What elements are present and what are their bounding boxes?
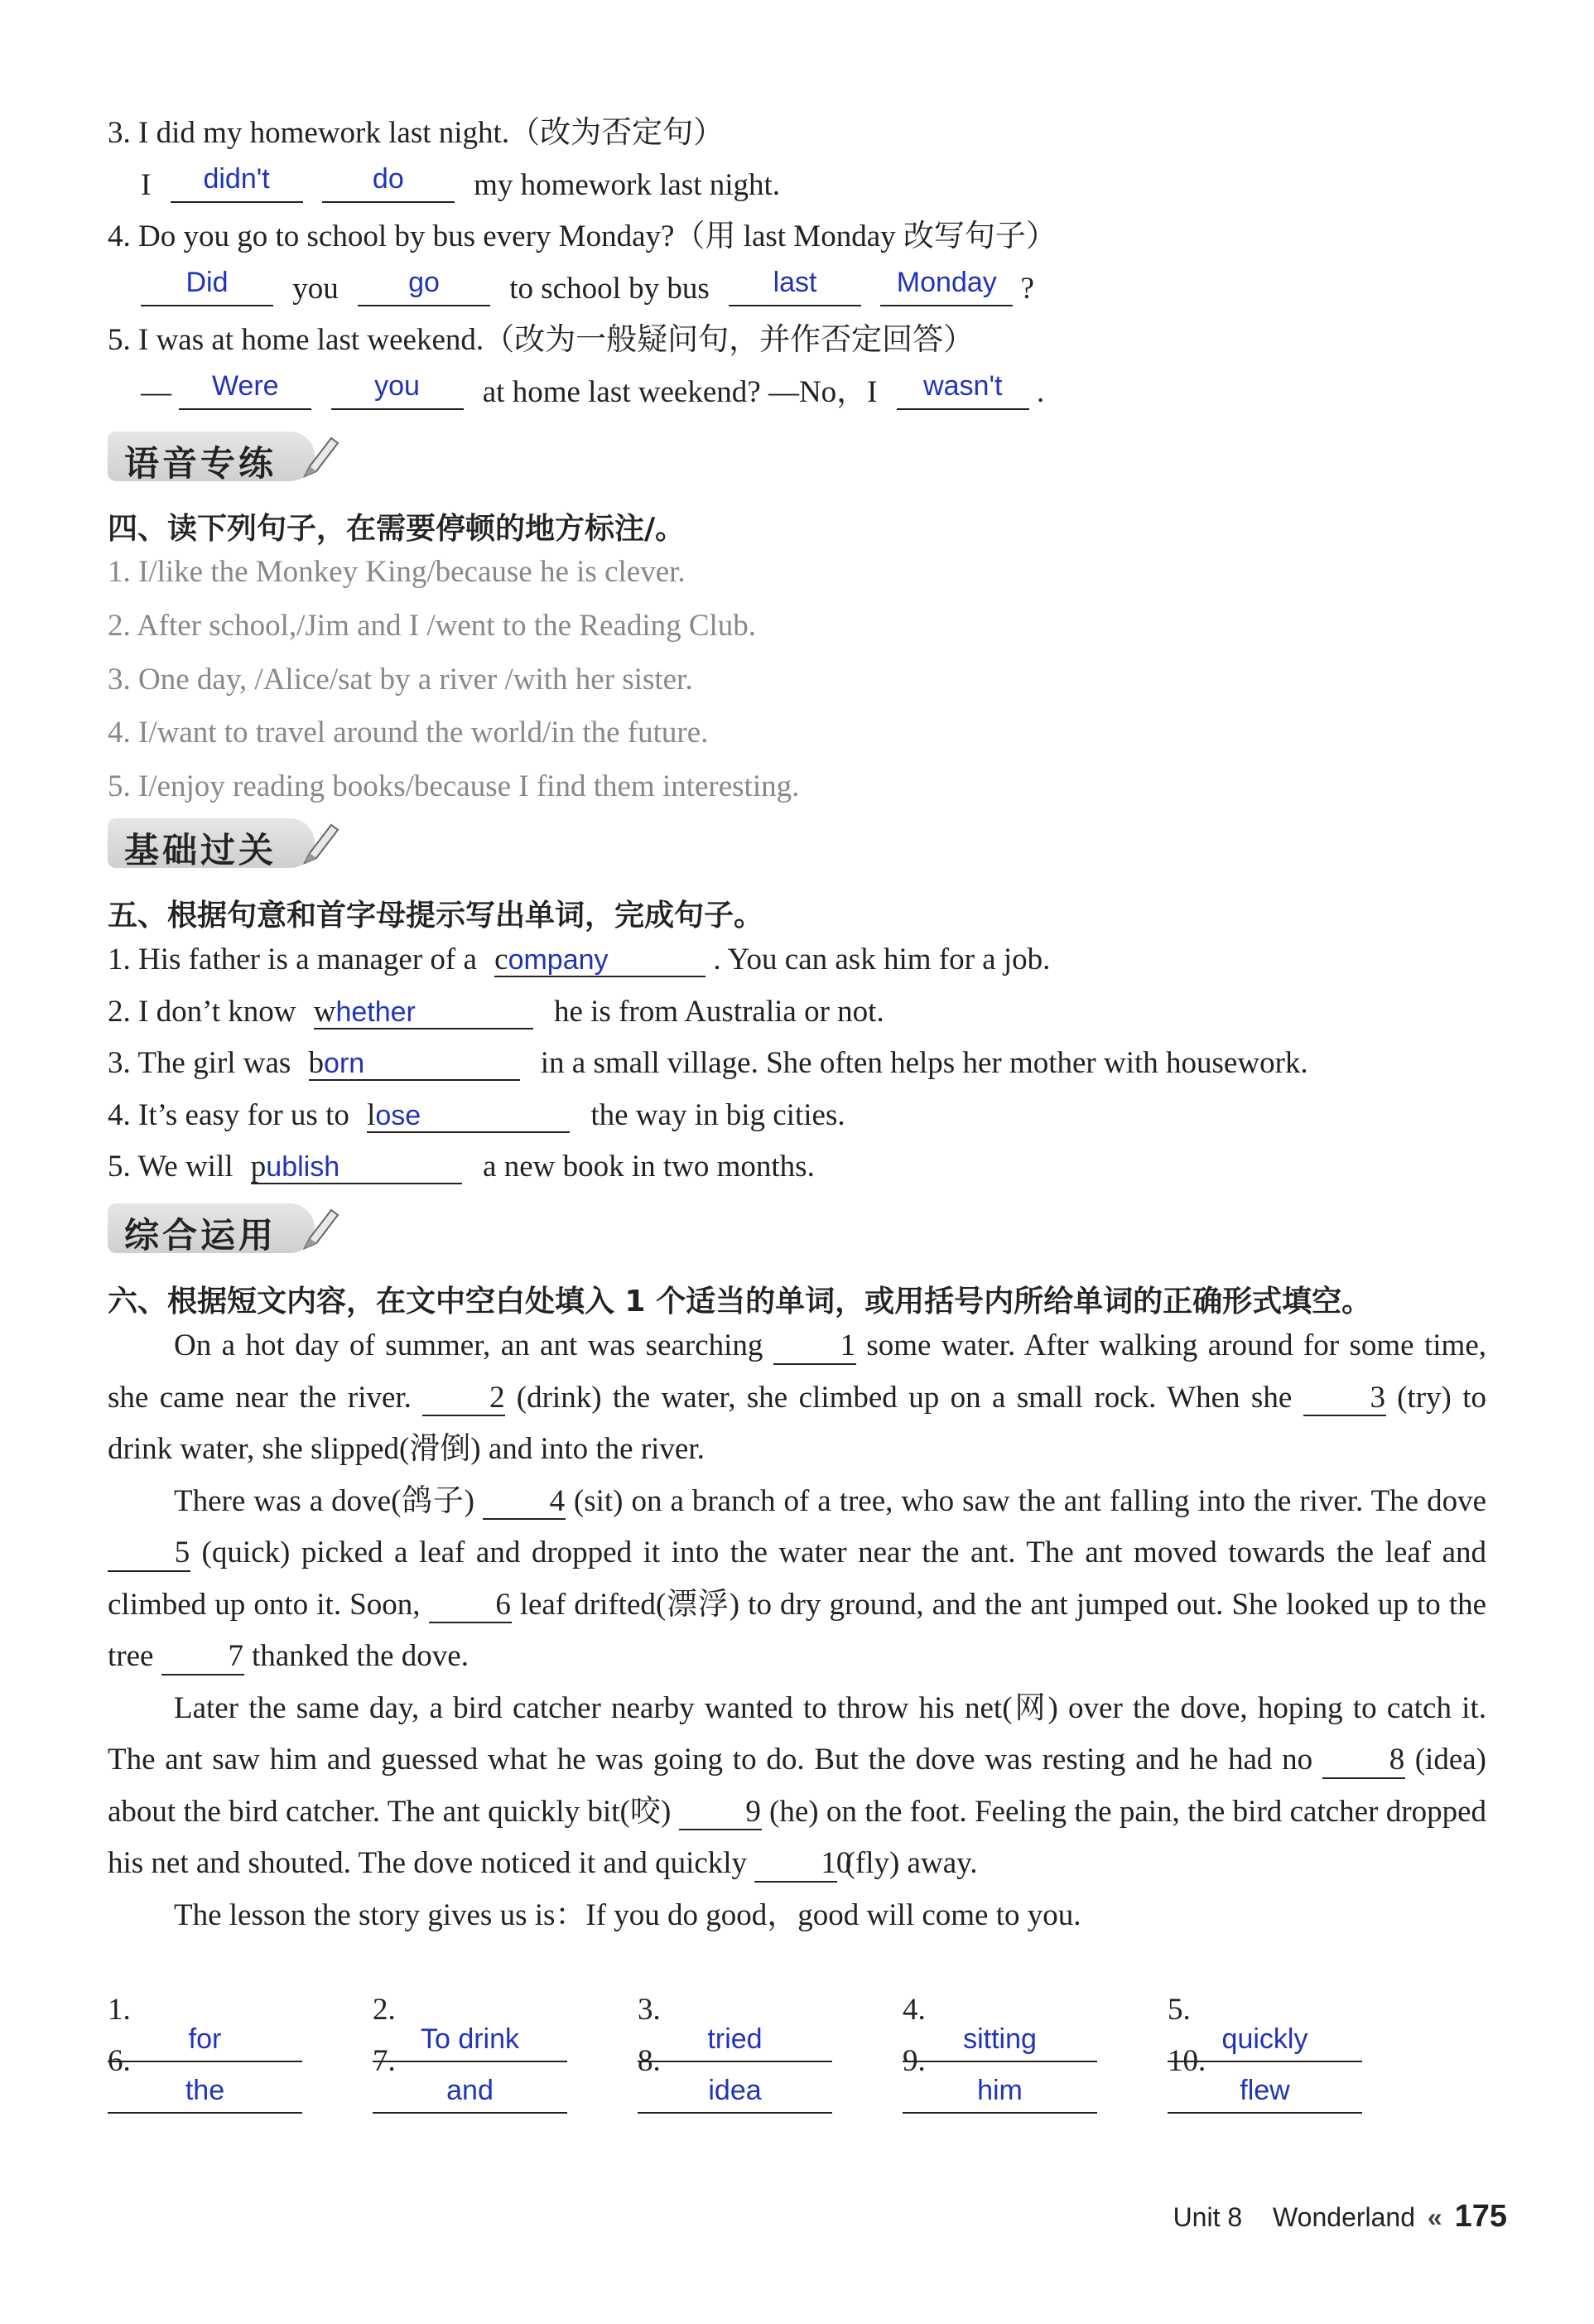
passage-paragraph-3: Later the same day, a bird catcher nearby wanted to throw his net(网) over the dove, hoping to catch it. The ant saw him and guessed what he was going to do. But the dove was resting and he had no 8 (idea) about the bird catcher. The ant quickly bit(咬) 9 (he) on the foot. Feeling the pain, the bird catcher dropped his net and shouted. The dove noticed it and quickly 10 (fly) away. xyxy=(108,1683,1486,1890)
basic-item-5: 5. We will publish a new book in two months. xyxy=(108,1150,815,1184)
passage xyxy=(108,1320,1486,1941)
pencil-icon xyxy=(298,1205,340,1255)
phonetics-item: 1. I/like the Monkey King/because he is clever. xyxy=(108,555,686,589)
basic-item-2: 2. I don’t know whether he is from Australia or not. xyxy=(108,995,884,1029)
page-number: 175 xyxy=(1454,2199,1507,2234)
answer-blank[interactable]: for xyxy=(108,2027,302,2062)
q4-answer-line: Did you go to school by bus last Monday ? xyxy=(141,273,1034,306)
answer-cell: 4.sitting xyxy=(903,1992,1097,2063)
q4-blank-4[interactable]: Monday xyxy=(880,273,1013,306)
q4-blank-2[interactable]: go xyxy=(358,273,490,306)
page-footer xyxy=(1173,2199,1507,2235)
footer-unit: Unit 8 xyxy=(1173,2202,1243,2232)
passage-blank-6[interactable]: 6 xyxy=(429,1589,512,1624)
answer-blank[interactable]: the xyxy=(108,2079,302,2114)
passage-blank-1[interactable]: 1 xyxy=(773,1329,856,1365)
passage-paragraph-1: On a hot day of summer, an ant was searching 1 some water. After walking around for some time, she came near the river. 2 (drink) the water, she climbed up on a small rock. When she 3 (try) to drink water, she slipped(滑倒) and into the river. xyxy=(108,1328,1487,1466)
phonetics-item: 5. I/enjoy reading books/because I find them interesting. xyxy=(108,769,800,803)
q5-blank-1[interactable]: Were xyxy=(179,377,311,410)
answer-cell: 8.idea xyxy=(638,2043,832,2114)
q5-answer-line: — Were you at home last weekend? —No，I wasn't . xyxy=(141,370,1045,409)
comprehensive-heading: 六、根据短文内容，在文中空白处填入 1 个适当的单词，或用括号内所给单词的正确形式填空。 xyxy=(108,1285,1372,1319)
q3-blank-1[interactable]: didn't xyxy=(171,170,303,203)
phonetics-item: 3. One day, /Alice/sat by a river /with her sister. xyxy=(108,663,693,697)
q5-blank-2[interactable]: you xyxy=(331,377,464,410)
answer-cell: 1.for xyxy=(108,1992,302,2063)
basic-item-1: 1. His father is a manager of a company . You can ask him for a job. xyxy=(108,943,1051,976)
passage-paragraph-4: The lesson the story gives us is：If you do good，good will come to you. xyxy=(174,1897,1081,1932)
basic-item-4: 4. It’s easy for us to lose the way in big cities. xyxy=(108,1098,845,1132)
phonetics-item: 4. I/want to travel around the world/in the future. xyxy=(108,716,709,750)
section-tag-basic: 基础过关 xyxy=(108,813,331,868)
q3-prompt: 3. I did my homework last night.（改为否定句） xyxy=(108,116,725,150)
passage-blank-10[interactable]: 10 xyxy=(754,1847,837,1883)
answer-blank[interactable]: tried xyxy=(638,2027,832,2062)
passage-blank-5[interactable]: 5 xyxy=(108,1536,190,1572)
answer-cell: 3.tried xyxy=(638,1992,832,2063)
basic-item-3: 3. The girl was born in a small village. She often helps her mother with housework. xyxy=(108,1046,1308,1080)
passage-blank-4[interactable]: 4 xyxy=(483,1485,566,1521)
pencil-icon xyxy=(298,820,340,870)
q4-blank-3[interactable]: last xyxy=(729,273,861,306)
answer-cell: 2.To drink xyxy=(373,1992,567,2063)
answer-blank[interactable]: him xyxy=(903,2079,1097,2114)
phonetics-item: 2. After school,/Jim and I /went to the Reading Club. xyxy=(108,609,757,643)
basic-blank-4[interactable]: lose xyxy=(367,1100,570,1133)
answer-cell: 9.him xyxy=(903,2043,1097,2114)
section-tag-phonetics: 语音专练 xyxy=(108,427,331,481)
answer-blank[interactable]: To drink xyxy=(373,2027,567,2062)
q4-prompt: 4. Do you go to school by bus every Monday?（用 last Monday 改写句子） xyxy=(108,219,1057,253)
answer-cell: 5.quickly xyxy=(1168,1992,1362,2063)
answer-blank[interactable]: quickly xyxy=(1168,2027,1362,2062)
answer-cell: 7.and xyxy=(373,2043,567,2114)
basic-blank-1[interactable]: company xyxy=(494,944,706,977)
answer-blank[interactable]: flew xyxy=(1168,2079,1362,2114)
passage-blank-3[interactable]: 3 xyxy=(1303,1381,1386,1417)
answer-blank[interactable]: and xyxy=(373,2079,567,2114)
passage-blank-9[interactable]: 9 xyxy=(679,1796,762,1831)
q4-blank-1[interactable]: Did xyxy=(141,273,273,306)
section-tag-comprehensive: 综合运用 xyxy=(108,1198,331,1253)
answer-blank[interactable]: sitting xyxy=(903,2027,1097,2062)
passage-blank-8[interactable]: 8 xyxy=(1322,1743,1405,1779)
passage-blank-7[interactable]: 7 xyxy=(161,1640,244,1675)
q3-blank-2[interactable]: do xyxy=(322,170,455,203)
q5-prompt: 5. I was at home last weekend.（改为一般疑问句，并作否定回答） xyxy=(108,323,975,357)
pencil-icon xyxy=(298,433,340,483)
footer-title: Wonderland xyxy=(1273,2202,1416,2232)
passage-blank-2[interactable]: 2 xyxy=(422,1381,505,1417)
basic-blank-3[interactable]: born xyxy=(309,1048,520,1081)
basic-blank-5[interactable]: publish xyxy=(251,1151,462,1184)
answer-blank[interactable]: idea xyxy=(638,2079,832,2114)
phonetics-heading: 四、读下列句子，在需要停顿的地方标注/。 xyxy=(108,512,686,546)
answer-cell: 6.the xyxy=(108,2043,302,2114)
passage-paragraph-2: There was a dove(鸽子) 4 (sit) on a branch of a tree, who saw the ant falling into the river. The dove 5 (quick) picked a leaf and dropped it into the water near the ant. The ant moved towards the leaf and climbed up onto it. Soon, 6 leaf drifted(漂浮) to dry ground, and the ant jumped out. She looked up to the tree 7 thanked the dove. xyxy=(108,1476,1486,1683)
answer-cell: 10.flew xyxy=(1168,2043,1362,2114)
q3-answer-line: I didn't do my homework last night. xyxy=(141,163,781,202)
basic-heading: 五、根据句意和首字母提示写出单词，完成句子。 xyxy=(108,899,764,933)
basic-blank-2[interactable]: whether xyxy=(314,996,533,1029)
double-chevron-left-icon: « xyxy=(1427,2202,1442,2232)
q5-blank-3[interactable]: wasn't xyxy=(897,377,1029,410)
